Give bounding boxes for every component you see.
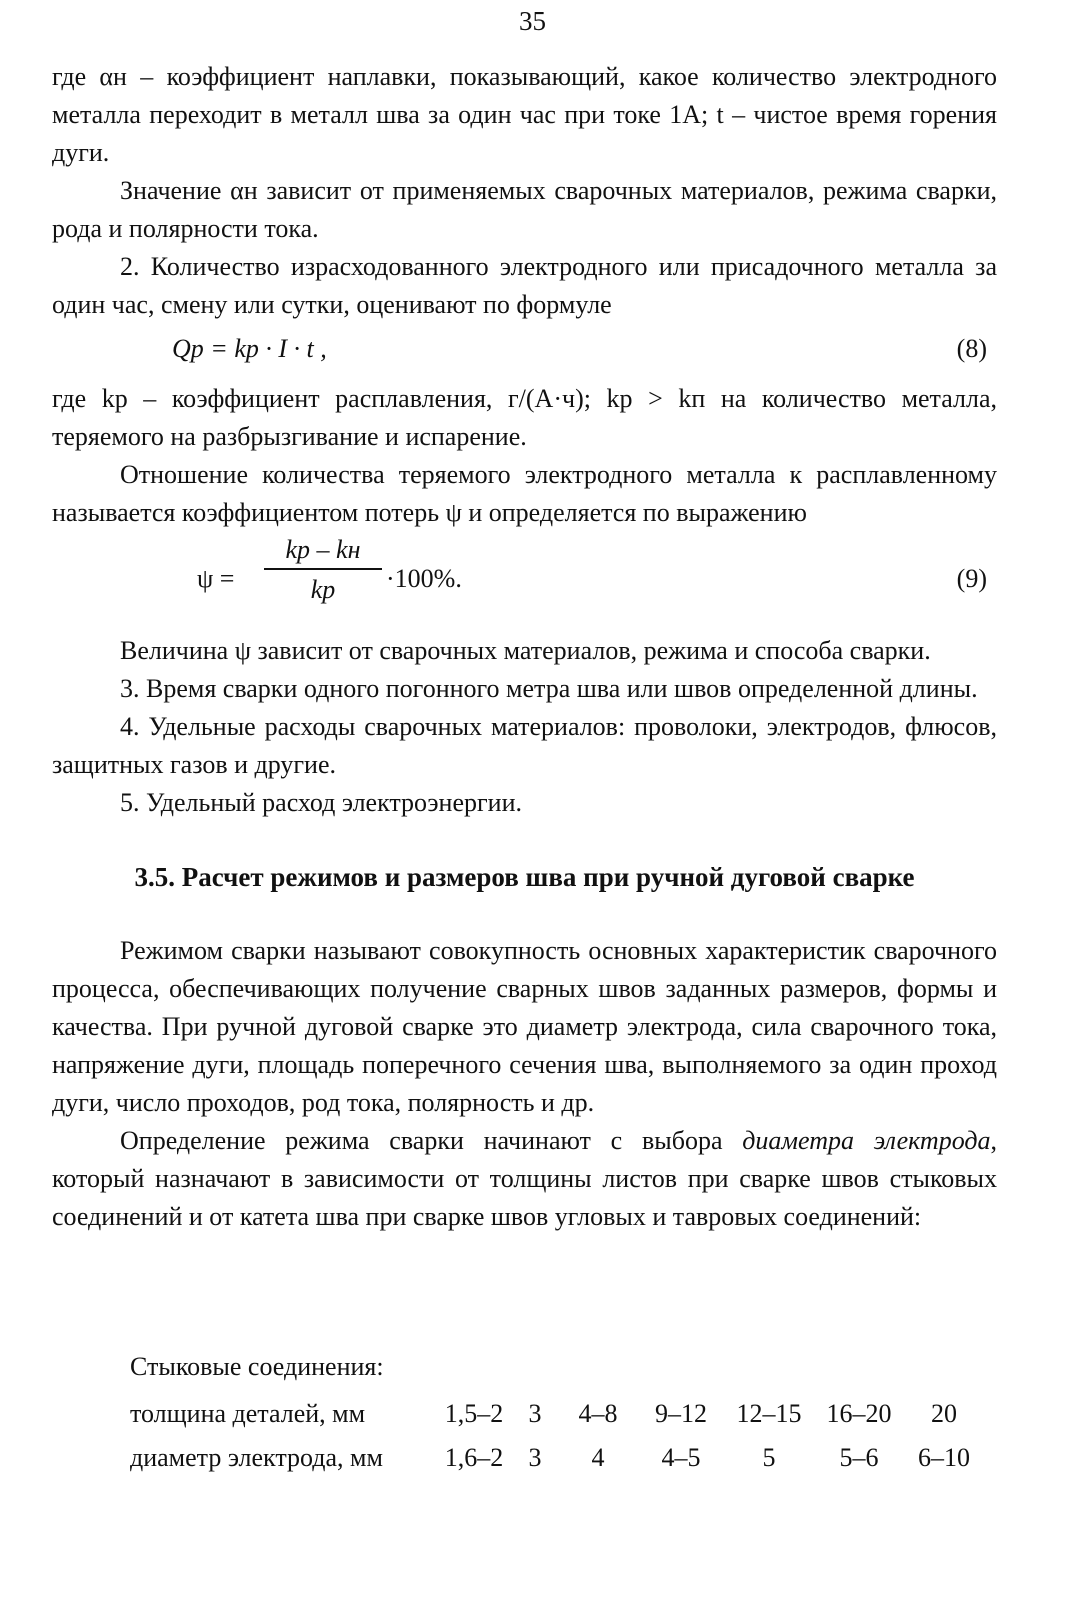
table-row-diameter — [130, 1436, 990, 1480]
row-label-thickness: толщина деталей, мм — [130, 1399, 366, 1428]
formula-8-row — [52, 324, 997, 380]
table-cell: 6–10 — [918, 1443, 970, 1472]
table-cell: 5 — [762, 1443, 776, 1472]
table-row-thickness — [130, 1392, 990, 1436]
formula-9-fraction — [264, 532, 382, 610]
equation-number-8: (8) — [956, 334, 987, 363]
table-cell: 3 — [528, 1399, 542, 1428]
table-cell: 5–6 — [839, 1443, 879, 1472]
paragraph-welding-mode: Режимом сварки называют совокупность основных характеристик сварочного процесса, обеспечивающих получение сварных швов заданных размеров, формы и качества. При ручной дуговой сварке это диаметр электрода, сила сварочного тока, напряжение дуги, площадь поперечного сечения шва, выполняемого за один проход дуги, число проходов, род тока, полярность и др. — [52, 936, 997, 1117]
equation-number-9: (9) — [956, 564, 987, 593]
table-cell: 16–20 — [826, 1399, 892, 1428]
body-text — [52, 58, 997, 1236]
table-cell: 4 — [591, 1443, 605, 1472]
formula-8: Qр = kр · I · t , — [172, 334, 327, 363]
paragraph-loss-ratio: Отношение количества теряемого электродного металла к расплавленному называется коэффициентом потерь ψ и определяется по выражению — [52, 460, 997, 527]
section-heading: 3.5. Расчет режимов и размеров шва при ручной дуговой сварке — [134, 862, 915, 892]
formula-9-denominator: kр — [310, 575, 336, 604]
formula-9-row — [52, 532, 997, 632]
paragraph-electrode-text-a: Определение режима сварки начинают с выбора — [120, 1126, 743, 1155]
formula-9-lhs: ψ = — [197, 564, 235, 593]
table-cell: 3 — [528, 1443, 542, 1472]
table-caption: Стыковые соединения: — [130, 1352, 384, 1381]
paragraph-psi-dependence: Величина ψ зависит от сварочных материалов, режима и способа сварки. — [120, 636, 931, 665]
table-cell: 1,6–2 — [444, 1443, 504, 1472]
paragraph-electrode-text-b: , который назначают в зависимости от толщины листов при сварке швов стыковых соединений и от катета шва при сварке швов угловых и тавровых соединений: — [52, 1126, 998, 1231]
emphasis-electrode-diameter: диаметра электрода — [742, 1126, 991, 1155]
table-cell: 9–12 — [655, 1399, 707, 1428]
table-cell: 12–15 — [736, 1399, 802, 1428]
paragraph-definition-alpha: где αн – коэффициент наплавки, показывающий, какое количество электродного металла переходит в металл шва за один час при токе 1А; t – чистое время горения дуги. — [52, 62, 997, 167]
formula-9-rhs: ·100%. — [386, 564, 462, 593]
paragraph-item-2: 2. Количество израсходованного электродного или присадочного металла за один час, смену или сутки, оценивают по формуле — [52, 252, 997, 319]
page-number: 35 — [519, 6, 546, 36]
paragraph-definition-kp: где kр – коэффициент расплавления, г/(А·ч); kр > kп на количество металла, теряемого на разбрызгивание и испарение. — [52, 384, 997, 451]
paragraph-alpha-dependence: Значение αн зависит от применяемых сварочных материалов, режима сварки, рода и полярности тока. — [52, 176, 997, 243]
table-cell: 4–8 — [578, 1399, 618, 1428]
formula-9-numerator: kр – kн — [264, 532, 382, 570]
table-cell: 20 — [931, 1399, 957, 1428]
paragraph-item-4: 4. Удельные расходы сварочных материалов: проволоки, электродов, флюсов, защитных газов и другие. — [52, 712, 997, 779]
table-cell: 4–5 — [661, 1443, 701, 1472]
table-cell: 1,5–2 — [444, 1399, 504, 1428]
electrode-table — [130, 1348, 990, 1480]
row-label-diameter: диаметр электрода, мм — [130, 1443, 383, 1472]
paragraph-item-3: 3. Время сварки одного погонного метра шва или швов определенной длины. — [120, 674, 978, 703]
paragraph-electrode-diameter — [52, 1122, 997, 1236]
paragraph-item-5: 5. Удельный расход электроэнергии. — [120, 788, 522, 817]
